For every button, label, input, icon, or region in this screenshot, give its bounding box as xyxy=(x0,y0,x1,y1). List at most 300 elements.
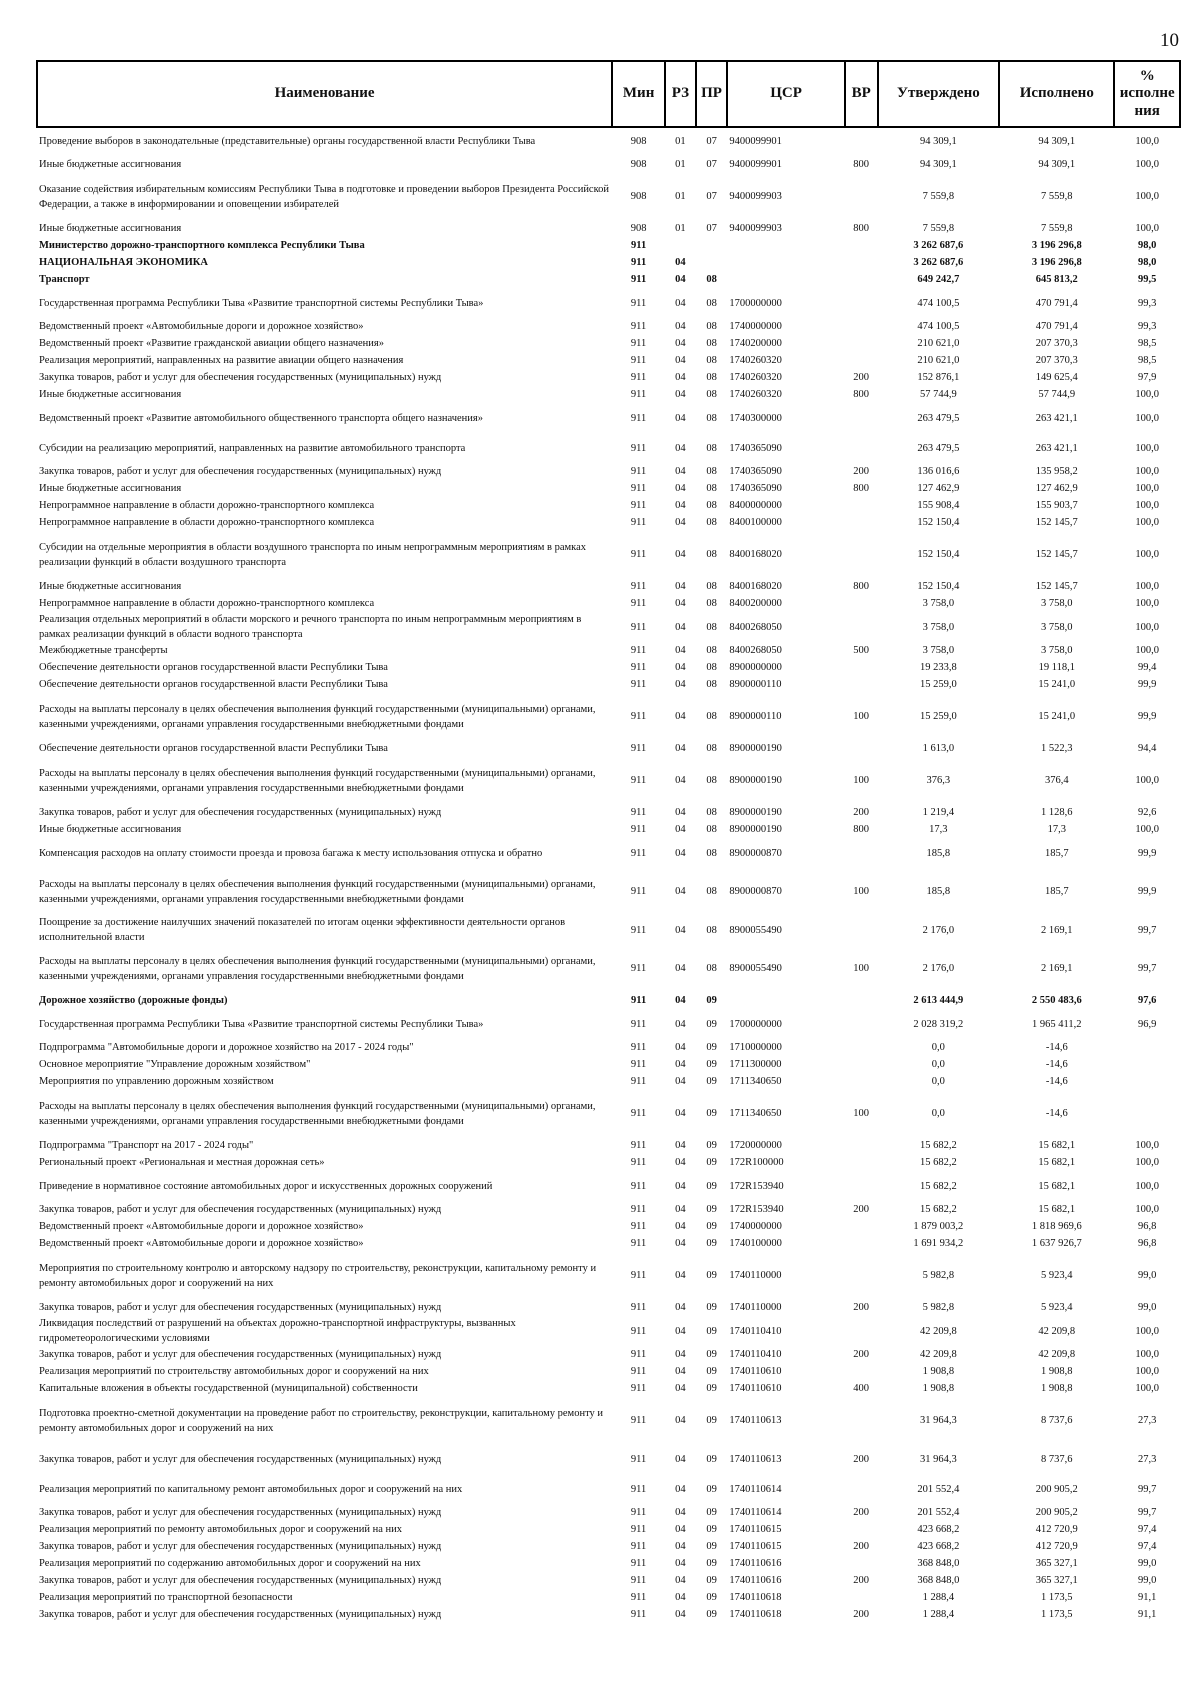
table-row xyxy=(37,157,1180,174)
cell-percent: 99,0 xyxy=(1138,1575,1157,1587)
cell-vr xyxy=(845,1475,878,1505)
cell-csr: 1740260320 xyxy=(729,389,782,401)
cell-vr: 800 xyxy=(853,223,870,235)
table-row xyxy=(37,515,1180,532)
cell-pr: 09 xyxy=(706,1558,717,1570)
cell-pr: 09 xyxy=(706,1541,717,1553)
cell-name: Реализация мероприятий по капитальному ремонт автомобильных дорог и сооружений на них xyxy=(39,1483,463,1495)
table-row xyxy=(37,387,1180,404)
cell-csr: 1740100000 xyxy=(729,1238,782,1250)
cell-name: Иные бюджетные ассигнования xyxy=(39,581,182,593)
cell-percent: 100,0 xyxy=(1135,191,1159,203)
cell-approved: 152 150,4 xyxy=(917,517,960,529)
cell-executed: -14,6 xyxy=(1045,1108,1068,1120)
cell-percent: 27,3 xyxy=(1138,1415,1157,1427)
cell-pr: 09 xyxy=(706,1507,717,1519)
cell-min: 911 xyxy=(630,466,647,478)
cell-pr: 09 xyxy=(706,1349,717,1361)
cell-rz: 04 xyxy=(675,389,686,401)
cell-min: 911 xyxy=(630,1575,647,1587)
table-row xyxy=(37,1445,1180,1475)
cell-pr: 08 xyxy=(706,389,717,401)
table-row xyxy=(37,353,1180,370)
cell-name: Основное мероприятие "Управление дорожным хозяйством" xyxy=(39,1059,311,1071)
cell-executed: 3 196 296,8 xyxy=(1031,257,1082,269)
cell-percent xyxy=(1114,1091,1180,1138)
cell-name: Расходы на выплаты персоналу в целях обеспечения выполнения функций государственными (муниципальными) органами, казенными учреждениями, органами управления государственными внебюджетными фондами xyxy=(39,767,596,794)
cell-percent: 99,0 xyxy=(1138,1302,1157,1314)
cell-percent xyxy=(1114,1040,1180,1057)
cell-vr: 800 xyxy=(853,581,870,593)
cell-percent: 100,0 xyxy=(1135,1383,1159,1395)
cell-min: 911 xyxy=(630,1204,647,1216)
cell-approved: 5 982,8 xyxy=(922,1270,955,1282)
table-row xyxy=(37,289,1180,319)
cell-executed: 263 421,1 xyxy=(1035,412,1078,424)
table-row xyxy=(37,272,1180,289)
cell-vr xyxy=(845,1057,878,1074)
cell-vr xyxy=(845,404,878,434)
cell-approved: 2 176,0 xyxy=(922,963,955,975)
cell-csr: 1740110610 xyxy=(729,1366,782,1378)
cell-csr: 8900000110 xyxy=(729,679,782,691)
cell-executed: 1 173,5 xyxy=(1041,1609,1073,1621)
cell-name: Расходы на выплаты персоналу в целях обеспечения выполнения функций государственными (муниципальными) органами, казенными учреждениями, органами управления государственными внебюджетными фондами xyxy=(39,955,596,982)
table-row xyxy=(37,1607,1180,1624)
cell-pr: 08 xyxy=(706,847,717,859)
cell-pr: 09 xyxy=(706,995,717,1007)
cell-pr: 08 xyxy=(706,886,717,898)
cell-pr: 09 xyxy=(706,1524,717,1536)
cell-name: Ликвидация последствий от разрушений на объектах дорожно-транспортной инфраструктуры, вызванных гидрометеорологическими условиями xyxy=(39,1318,516,1344)
cell-executed: 152 145,7 xyxy=(1035,517,1078,529)
cell-pr: 08 xyxy=(706,355,717,367)
cell-percent: 97,4 xyxy=(1138,1541,1157,1553)
table-row xyxy=(37,694,1180,741)
cell-rz: 01 xyxy=(675,159,686,171)
cell-percent: 96,8 xyxy=(1138,1221,1157,1233)
cell-approved: 2 176,0 xyxy=(922,924,955,936)
table-row xyxy=(37,1573,1180,1590)
cell-rz: 04 xyxy=(675,1180,686,1192)
cell-csr: 1740260320 xyxy=(729,355,782,367)
cell-name: Реализация мероприятий по ремонту автомобильных дорог и сооружений на них xyxy=(39,1524,403,1536)
cell-rz: 04 xyxy=(675,1108,686,1120)
cell-rz: 04 xyxy=(675,483,686,495)
cell-min: 911 xyxy=(630,412,647,424)
cell-pr: 08 xyxy=(706,549,717,561)
cell-min: 911 xyxy=(630,662,647,674)
cell-min: 911 xyxy=(631,240,647,252)
cell-min: 911 xyxy=(631,274,647,286)
table-row xyxy=(37,1522,1180,1539)
cell-csr: 8400168020 xyxy=(729,549,782,561)
cell-min: 908 xyxy=(630,136,647,148)
cell-rz: 04 xyxy=(675,963,686,975)
cell-name: Иные бюджетные ассигнования xyxy=(39,389,182,401)
cell-percent: 100,0 xyxy=(1135,517,1159,529)
cell-percent: 100,0 xyxy=(1135,1180,1159,1192)
table-row xyxy=(37,946,1180,993)
cell-csr: 1740110618 xyxy=(729,1609,782,1621)
cell-rz: 04 xyxy=(675,824,686,836)
cell-approved: 210 621,0 xyxy=(917,355,960,367)
cell-percent: 99,7 xyxy=(1138,963,1157,975)
cell-min: 911 xyxy=(630,1483,647,1495)
cell-name: Реализация мероприятий по содержанию автомобильных дорог и сооружений на них xyxy=(39,1558,421,1570)
cell-csr: 1740110610 xyxy=(729,1383,782,1395)
cell-approved: 376,3 xyxy=(926,775,951,787)
cell-approved: 263 479,5 xyxy=(917,442,960,454)
cell-csr: 9400099901 xyxy=(729,159,782,171)
cell-name: Поощрение за достижение наилучших значений показателей по итогам оценки эффективности деятельности органов исполнительной власти xyxy=(39,917,566,943)
cell-vr xyxy=(845,174,878,221)
cell-pr: 09 xyxy=(706,1592,717,1604)
cell-pr: 08 xyxy=(706,338,717,350)
cell-pr: 09 xyxy=(706,1609,717,1621)
cell-name: Реализация мероприятий, направленных на развитие авиации общего назначения xyxy=(39,355,404,367)
cell-pr: 09 xyxy=(706,1270,717,1282)
cell-name: Ведомственный проект «Автомобильные дороги и дорожное хозяйство» xyxy=(39,1221,364,1233)
cell-approved: 263 479,5 xyxy=(917,412,960,424)
cell-rz: 04 xyxy=(675,1270,686,1282)
cell-percent: 94,4 xyxy=(1138,743,1157,755)
cell-vr: 800 xyxy=(853,824,870,836)
page-number: 10 xyxy=(1160,30,1179,51)
cell-name: Обеспечение деятельности органов государственной власти Республики Тыва xyxy=(39,679,388,691)
cell-executed: 200 905,2 xyxy=(1035,1507,1078,1519)
cell-min: 911 xyxy=(630,775,647,787)
cell-vr: 200 xyxy=(853,372,870,384)
cell-pr: 08 xyxy=(706,824,717,836)
cell-percent: 100,0 xyxy=(1135,1325,1159,1337)
cell-name: Закупка товаров, работ и услуг для обеспечения государственных (муниципальных) нужд xyxy=(39,1349,442,1361)
cell-vr xyxy=(845,1364,878,1381)
cell-name: Расходы на выплаты персоналу в целях обеспечения выполнения функций государственными (муниципальными) органами, казенными учреждениями, органами управления государственными внебюджетными фондами xyxy=(39,878,596,905)
cell-pr xyxy=(696,255,728,272)
cell-name: Расходы на выплаты персоналу в целях обеспечения выполнения функций государственными (муниципальными) органами, казенными учреждениями, органами управления государственными внебюджетными фондами xyxy=(39,1100,596,1127)
cell-executed: 57 744,9 xyxy=(1038,389,1076,401)
cell-vr: 200 xyxy=(853,466,870,478)
cell-percent: 97,4 xyxy=(1138,1524,1157,1536)
cell-name: Иные бюджетные ассигнования xyxy=(39,824,182,836)
cell-executed: 149 625,4 xyxy=(1035,372,1078,384)
cell-csr: 1740110614 xyxy=(729,1507,782,1519)
table-row xyxy=(37,319,1180,336)
cell-rz: 04 xyxy=(675,372,686,384)
cell-rz: 04 xyxy=(675,1383,686,1395)
cell-percent: 100,0 xyxy=(1135,483,1159,495)
cell-name: Межбюджетные трансферты xyxy=(39,645,168,657)
cell-name: Иные бюджетные ассигнования xyxy=(39,483,182,495)
cell-csr: 1740365090 xyxy=(729,466,782,478)
cell-min: 911 xyxy=(630,1453,647,1465)
cell-name: Подготовка проектно-сметной документации на проведение работ по строительству, реконструкции, капитальному ремонту и ремонту автомобильных дорог и сооружений на них xyxy=(39,1407,604,1434)
cell-csr: 8900000190 xyxy=(729,775,782,787)
table-row xyxy=(37,1253,1180,1300)
cell-vr xyxy=(845,1155,878,1172)
cell-vr xyxy=(845,434,878,464)
cell-rz: 04 xyxy=(675,924,686,936)
cell-name: Ведомственный проект «Автомобильные дороги и дорожное хозяйство» xyxy=(39,1238,364,1250)
cell-executed: 263 421,1 xyxy=(1035,442,1078,454)
cell-executed: -14,6 xyxy=(1045,1042,1068,1054)
cell-pr: 09 xyxy=(706,1575,717,1587)
cell-percent: 100,0 xyxy=(1135,136,1159,148)
cell-vr xyxy=(845,336,878,353)
cell-min: 911 xyxy=(630,338,647,350)
cell-approved: 15 682,2 xyxy=(919,1140,957,1152)
cell-pr: 09 xyxy=(706,1204,717,1216)
cell-executed: 127 462,9 xyxy=(1035,483,1078,495)
cell-min: 911 xyxy=(630,297,647,309)
cell-min: 911 xyxy=(630,886,647,898)
cell-vr xyxy=(845,1040,878,1057)
cell-pr: 08 xyxy=(706,412,717,424)
cell-percent: 100,0 xyxy=(1135,159,1159,171)
cell-csr: 1740110410 xyxy=(729,1349,782,1361)
cell-min: 911 xyxy=(630,1221,647,1233)
cell-percent: 98,0 xyxy=(1138,240,1157,252)
cell-rz: 01 xyxy=(675,191,686,203)
cell-csr: 1740110616 xyxy=(729,1558,782,1570)
cell-approved: 0,0 xyxy=(931,1059,945,1071)
cell-vr: 200 xyxy=(853,807,870,819)
cell-percent: 99,9 xyxy=(1138,886,1157,898)
cell-vr xyxy=(845,1074,878,1091)
cell-min: 911 xyxy=(630,1042,647,1054)
cell-pr: 09 xyxy=(706,1366,717,1378)
cell-vr xyxy=(845,515,878,532)
cell-rz: 04 xyxy=(675,581,686,593)
cell-percent: 97,6 xyxy=(1138,995,1157,1007)
cell-name: Мероприятия по строительному контролю и авторскому надзору по строительству, реконструкции, капитальному ремонту и ремонту автомобильных дорог и сооружений на них xyxy=(39,1262,597,1289)
cell-percent: 100,0 xyxy=(1135,466,1159,478)
cell-csr: 1720000000 xyxy=(729,1140,782,1152)
table-row xyxy=(37,1475,1180,1505)
cell-name: Подпрограмма "Транспорт на 2017 - 2024 годы" xyxy=(39,1140,254,1152)
cell-csr: 1740110000 xyxy=(729,1302,782,1314)
cell-name: Субсидии на отдельные мероприятия в области воздушного транспорта по иным непрограммным мероприятиям в рамках реализации функций в области воздушного транспорта xyxy=(39,541,587,568)
cell-percent: 100,0 xyxy=(1135,598,1159,610)
table-row xyxy=(37,579,1180,596)
header-min: Мин xyxy=(612,61,665,127)
cell-min: 911 xyxy=(630,963,647,975)
cell-approved: 31 964,3 xyxy=(919,1453,957,1465)
cell-vr: 100 xyxy=(853,1108,870,1120)
cell-percent: 100,0 xyxy=(1135,412,1159,424)
cell-min: 911 xyxy=(630,924,647,936)
table-row xyxy=(37,1539,1180,1556)
cell-name: Государственная программа Республики Тыва «Развитие транспортной системы Республики Тыва» xyxy=(39,1018,484,1030)
table-row xyxy=(37,758,1180,805)
cell-vr: 800 xyxy=(853,389,870,401)
cell-name: Непрограммное направление в области дорожно-транспортного комплекса xyxy=(39,517,375,529)
cell-approved: 1 219,4 xyxy=(922,807,955,819)
table-row xyxy=(37,839,1180,869)
cell-executed: 412 720,9 xyxy=(1035,1524,1078,1536)
cell-vr xyxy=(845,993,878,1010)
cell-rz: 04 xyxy=(675,711,686,723)
cell-name: Компенсация расходов на оплату стоимости проезда и провоза багажа к месту использования отпуска и обратно xyxy=(39,847,543,859)
cell-approved: 1 613,0 xyxy=(922,743,955,755)
table-row xyxy=(37,1091,1180,1138)
cell-rz: 04 xyxy=(675,1076,686,1088)
table-row xyxy=(37,255,1180,272)
table-row xyxy=(37,1317,1180,1347)
cell-min: 911 xyxy=(631,995,647,1007)
cell-pr: 08 xyxy=(706,517,717,529)
cell-min: 911 xyxy=(630,1157,647,1169)
cell-rz: 04 xyxy=(675,500,686,512)
cell-min: 911 xyxy=(630,679,647,691)
cell-min: 911 xyxy=(630,1507,647,1519)
cell-executed: 15 682,1 xyxy=(1038,1140,1076,1152)
cell-executed: 2 169,1 xyxy=(1041,924,1073,936)
cell-csr: 1711300000 xyxy=(729,1059,782,1071)
cell-percent: 99,9 xyxy=(1138,679,1157,691)
cell-csr: 8900000870 xyxy=(729,847,782,859)
cell-vr xyxy=(845,127,878,157)
table-row xyxy=(37,1300,1180,1317)
cell-pr: 09 xyxy=(706,1238,717,1250)
cell-min: 911 xyxy=(630,1059,647,1071)
cell-pr: 08 xyxy=(706,581,717,593)
table-row xyxy=(37,869,1180,916)
table-row xyxy=(37,532,1180,579)
cell-approved: 1 879 003,2 xyxy=(913,1221,964,1233)
cell-executed: 7 559,8 xyxy=(1041,223,1073,235)
cell-pr: 09 xyxy=(706,1042,717,1054)
table-row xyxy=(37,1364,1180,1381)
cell-name: Обеспечение деятельности органов государственной власти Республики Тыва xyxy=(39,662,388,674)
cell-percent: 100,0 xyxy=(1135,1157,1159,1169)
cell-csr: 8900055490 xyxy=(729,924,782,936)
table-row xyxy=(37,1381,1180,1398)
cell-name: Расходы на выплаты персоналу в целях обеспечения выполнения функций государственными (муниципальными) органами, казенными учреждениями, органами управления государственными внебюджетными фондами xyxy=(39,703,596,730)
cell-approved: 7 559,8 xyxy=(922,191,955,203)
cell-executed: 207 370,3 xyxy=(1035,355,1078,367)
cell-min: 911 xyxy=(630,1270,647,1282)
cell-rz: 04 xyxy=(675,645,686,657)
cell-vr xyxy=(845,1172,878,1202)
cell-rz: 04 xyxy=(675,1302,686,1314)
cell-csr: 1740000000 xyxy=(729,1221,782,1233)
cell-rz: 04 xyxy=(675,743,686,755)
cell-min: 911 xyxy=(630,824,647,836)
table-row xyxy=(37,1236,1180,1253)
cell-executed: 376,4 xyxy=(1044,775,1069,787)
cell-approved: 152 150,4 xyxy=(917,581,960,593)
cell-approved: 0,0 xyxy=(931,1042,945,1054)
cell-min: 911 xyxy=(630,517,647,529)
header-approved: Утверждено xyxy=(878,61,1000,127)
cell-percent: 99,7 xyxy=(1138,924,1157,936)
cell-rz: 04 xyxy=(675,1507,686,1519)
cell-approved: 127 462,9 xyxy=(917,483,960,495)
table-row xyxy=(37,1074,1180,1091)
cell-csr: 1700000000 xyxy=(729,1018,782,1030)
cell-name: Государственная программа Республики Тыва «Развитие транспортной системы Республики Тыва» xyxy=(39,297,484,309)
cell-rz: 04 xyxy=(675,338,686,350)
table-row xyxy=(37,805,1180,822)
cell-percent: 100,0 xyxy=(1135,621,1159,633)
cell-approved: 3 262 687,6 xyxy=(913,240,964,252)
table-row xyxy=(37,1138,1180,1155)
cell-vr xyxy=(845,1556,878,1573)
cell-pr: 09 xyxy=(706,1221,717,1233)
cell-approved: 3 262 687,6 xyxy=(913,257,964,269)
cell-pr: 08 xyxy=(706,924,717,936)
cell-rz: 04 xyxy=(675,257,686,269)
cell-executed: 94 309,1 xyxy=(1038,159,1076,171)
cell-name: Иные бюджетные ассигнования xyxy=(39,159,182,171)
cell-csr: 1740300000 xyxy=(729,412,782,424)
cell-vr: 100 xyxy=(853,775,870,787)
cell-executed: 3 758,0 xyxy=(1041,621,1073,633)
header-vr: ВР xyxy=(845,61,878,127)
cell-pr: 09 xyxy=(706,1157,717,1169)
cell-executed: 15 682,1 xyxy=(1038,1204,1076,1216)
cell-rz: 04 xyxy=(675,1221,686,1233)
cell-approved: 15 259,0 xyxy=(919,679,957,691)
table-row xyxy=(37,643,1180,660)
cell-csr: 9400099903 xyxy=(729,191,782,203)
cell-vr xyxy=(845,1317,878,1347)
cell-vr xyxy=(845,1253,878,1300)
cell-percent: 100,0 xyxy=(1135,1140,1159,1152)
cell-approved: 1 288,4 xyxy=(922,1592,955,1604)
cell-csr xyxy=(727,238,844,255)
cell-csr: 8400268050 xyxy=(729,645,782,657)
cell-name: Капитальные вложения в объекты государственной (муниципальной) собственности xyxy=(39,1383,418,1395)
cell-csr: 8400100000 xyxy=(729,517,782,529)
cell-vr xyxy=(845,839,878,869)
table-row xyxy=(37,1347,1180,1364)
cell-percent: 27,3 xyxy=(1138,1453,1157,1465)
cell-pr xyxy=(696,238,728,255)
cell-name: Иные бюджетные ассигнования xyxy=(39,223,182,235)
cell-approved: 368 848,0 xyxy=(917,1575,960,1587)
cell-min: 911 xyxy=(630,549,647,561)
cell-executed: 2 169,1 xyxy=(1041,963,1073,975)
cell-approved: 15 682,2 xyxy=(919,1180,957,1192)
cell-percent: 98,5 xyxy=(1138,338,1157,350)
cell-min: 908 xyxy=(630,159,647,171)
table-row xyxy=(37,613,1180,643)
cell-percent: 100,0 xyxy=(1135,775,1159,787)
cell-executed: 15 241,0 xyxy=(1038,711,1076,723)
cell-executed: 365 327,1 xyxy=(1035,1575,1078,1587)
cell-pr: 08 xyxy=(706,466,717,478)
cell-pr: 09 xyxy=(706,1383,717,1395)
cell-min: 911 xyxy=(630,1140,647,1152)
cell-approved: 15 682,2 xyxy=(919,1204,957,1216)
cell-name: Закупка товаров, работ и услуг для обеспечения государственных (муниципальных) нужд xyxy=(39,466,442,478)
cell-min: 911 xyxy=(630,1018,647,1030)
cell-percent: 100,0 xyxy=(1135,581,1159,593)
cell-percent: 99,9 xyxy=(1138,847,1157,859)
header-executed: Исполнено xyxy=(999,61,1114,127)
cell-executed: 15 682,1 xyxy=(1038,1157,1076,1169)
cell-rz: 04 xyxy=(675,1157,686,1169)
cell-executed: 1 522,3 xyxy=(1041,743,1073,755)
cell-name: Закупка товаров, работ и услуг для обеспечения государственных (муниципальных) нужд xyxy=(39,1541,442,1553)
cell-csr xyxy=(727,255,844,272)
cell-csr: 1700000000 xyxy=(729,297,782,309)
cell-name: Дорожное хозяйство (дорожные фонды) xyxy=(39,995,228,1007)
cell-executed: 8 737,6 xyxy=(1041,1415,1073,1427)
